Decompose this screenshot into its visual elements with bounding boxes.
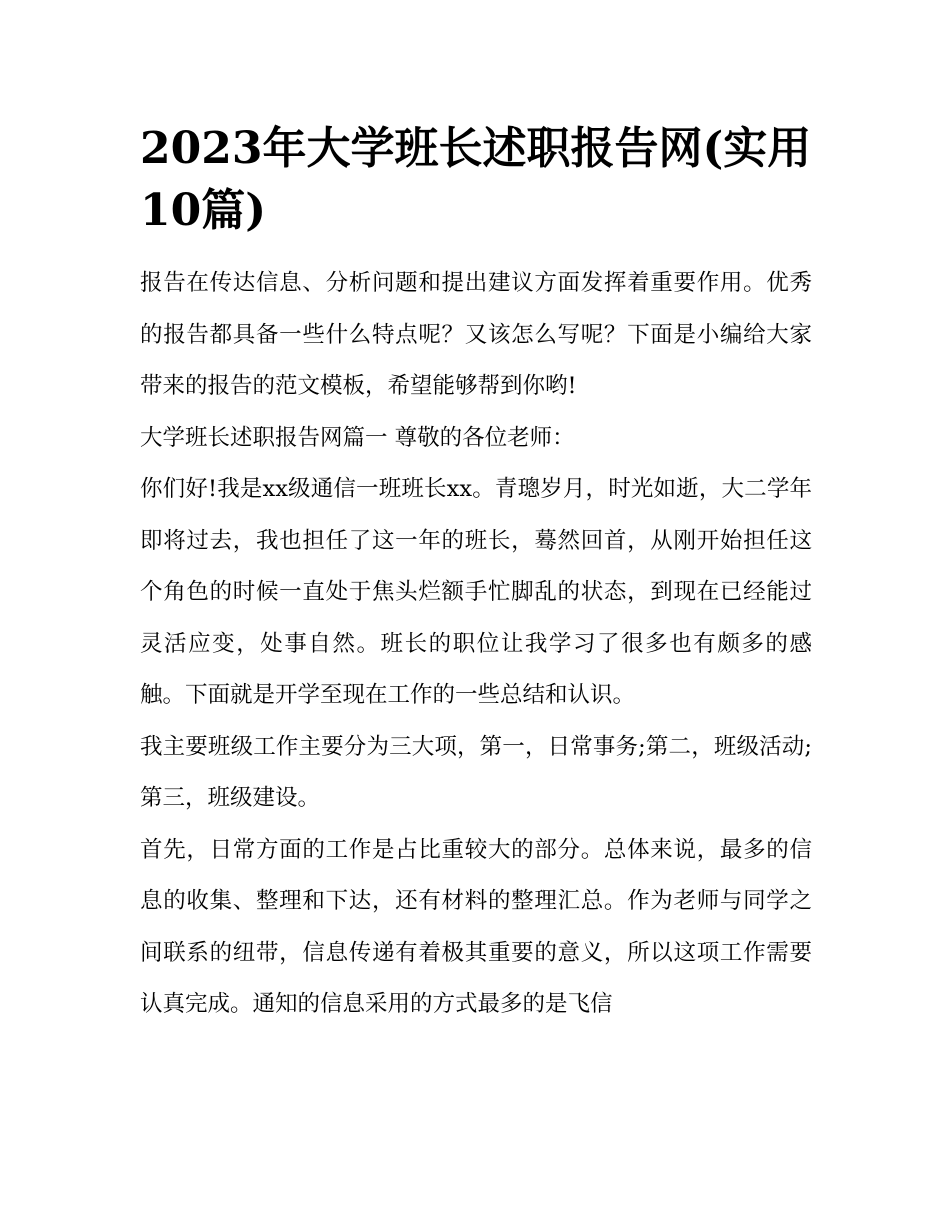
- document-body: [140, 118, 812, 1031]
- paragraph-daily-affairs: 首先，日常方面的工作是占比重较大的部分。总体来说，最多的信息的收集、整理和下达，还有材料的整理汇总。作为老师与同学之间联系的纽带，信息传递有着极其重要的意义，所以这项工作需要认真完成。通知的信息采用的方式最多的是飞信: [140, 836, 812, 1017]
- paragraph-section-heading: 大学班长述职报告网篇一 尊敬的各位老师：: [140, 424, 575, 451]
- paragraph-intro: 报告在传达信息、分析问题和提出建议方面发挥着重要作用。优秀的报告都具备一些什么特点呢？又该怎么写呢？下面是小编给大家带来的报告的范文模板，希望能够帮到你哟!: [140, 270, 812, 399]
- paragraph-greeting: 你们好!我是xx级通信一班班长xx。青璁岁月，时光如逝，大二学年即将过去，我也担任了这一年的班长，蓦然回首，从刚开始担任这个角色的时候一直处于焦头烂额手忙脚乱的状态，到现在已经能过灵活应变，处事自然。班长的职位让我学习了很多也有颇多的感触。下面就是开学至现在工作的一些总结和认识。: [140, 476, 812, 708]
- document-title: 2023年大学班长述职报告网(实用10篇): [140, 123, 812, 236]
- paragraph-work-overview: 我主要班级工作主要分为三大项，第一，日常事务;第二，班级活动;第三，班级建设。: [140, 733, 812, 811]
